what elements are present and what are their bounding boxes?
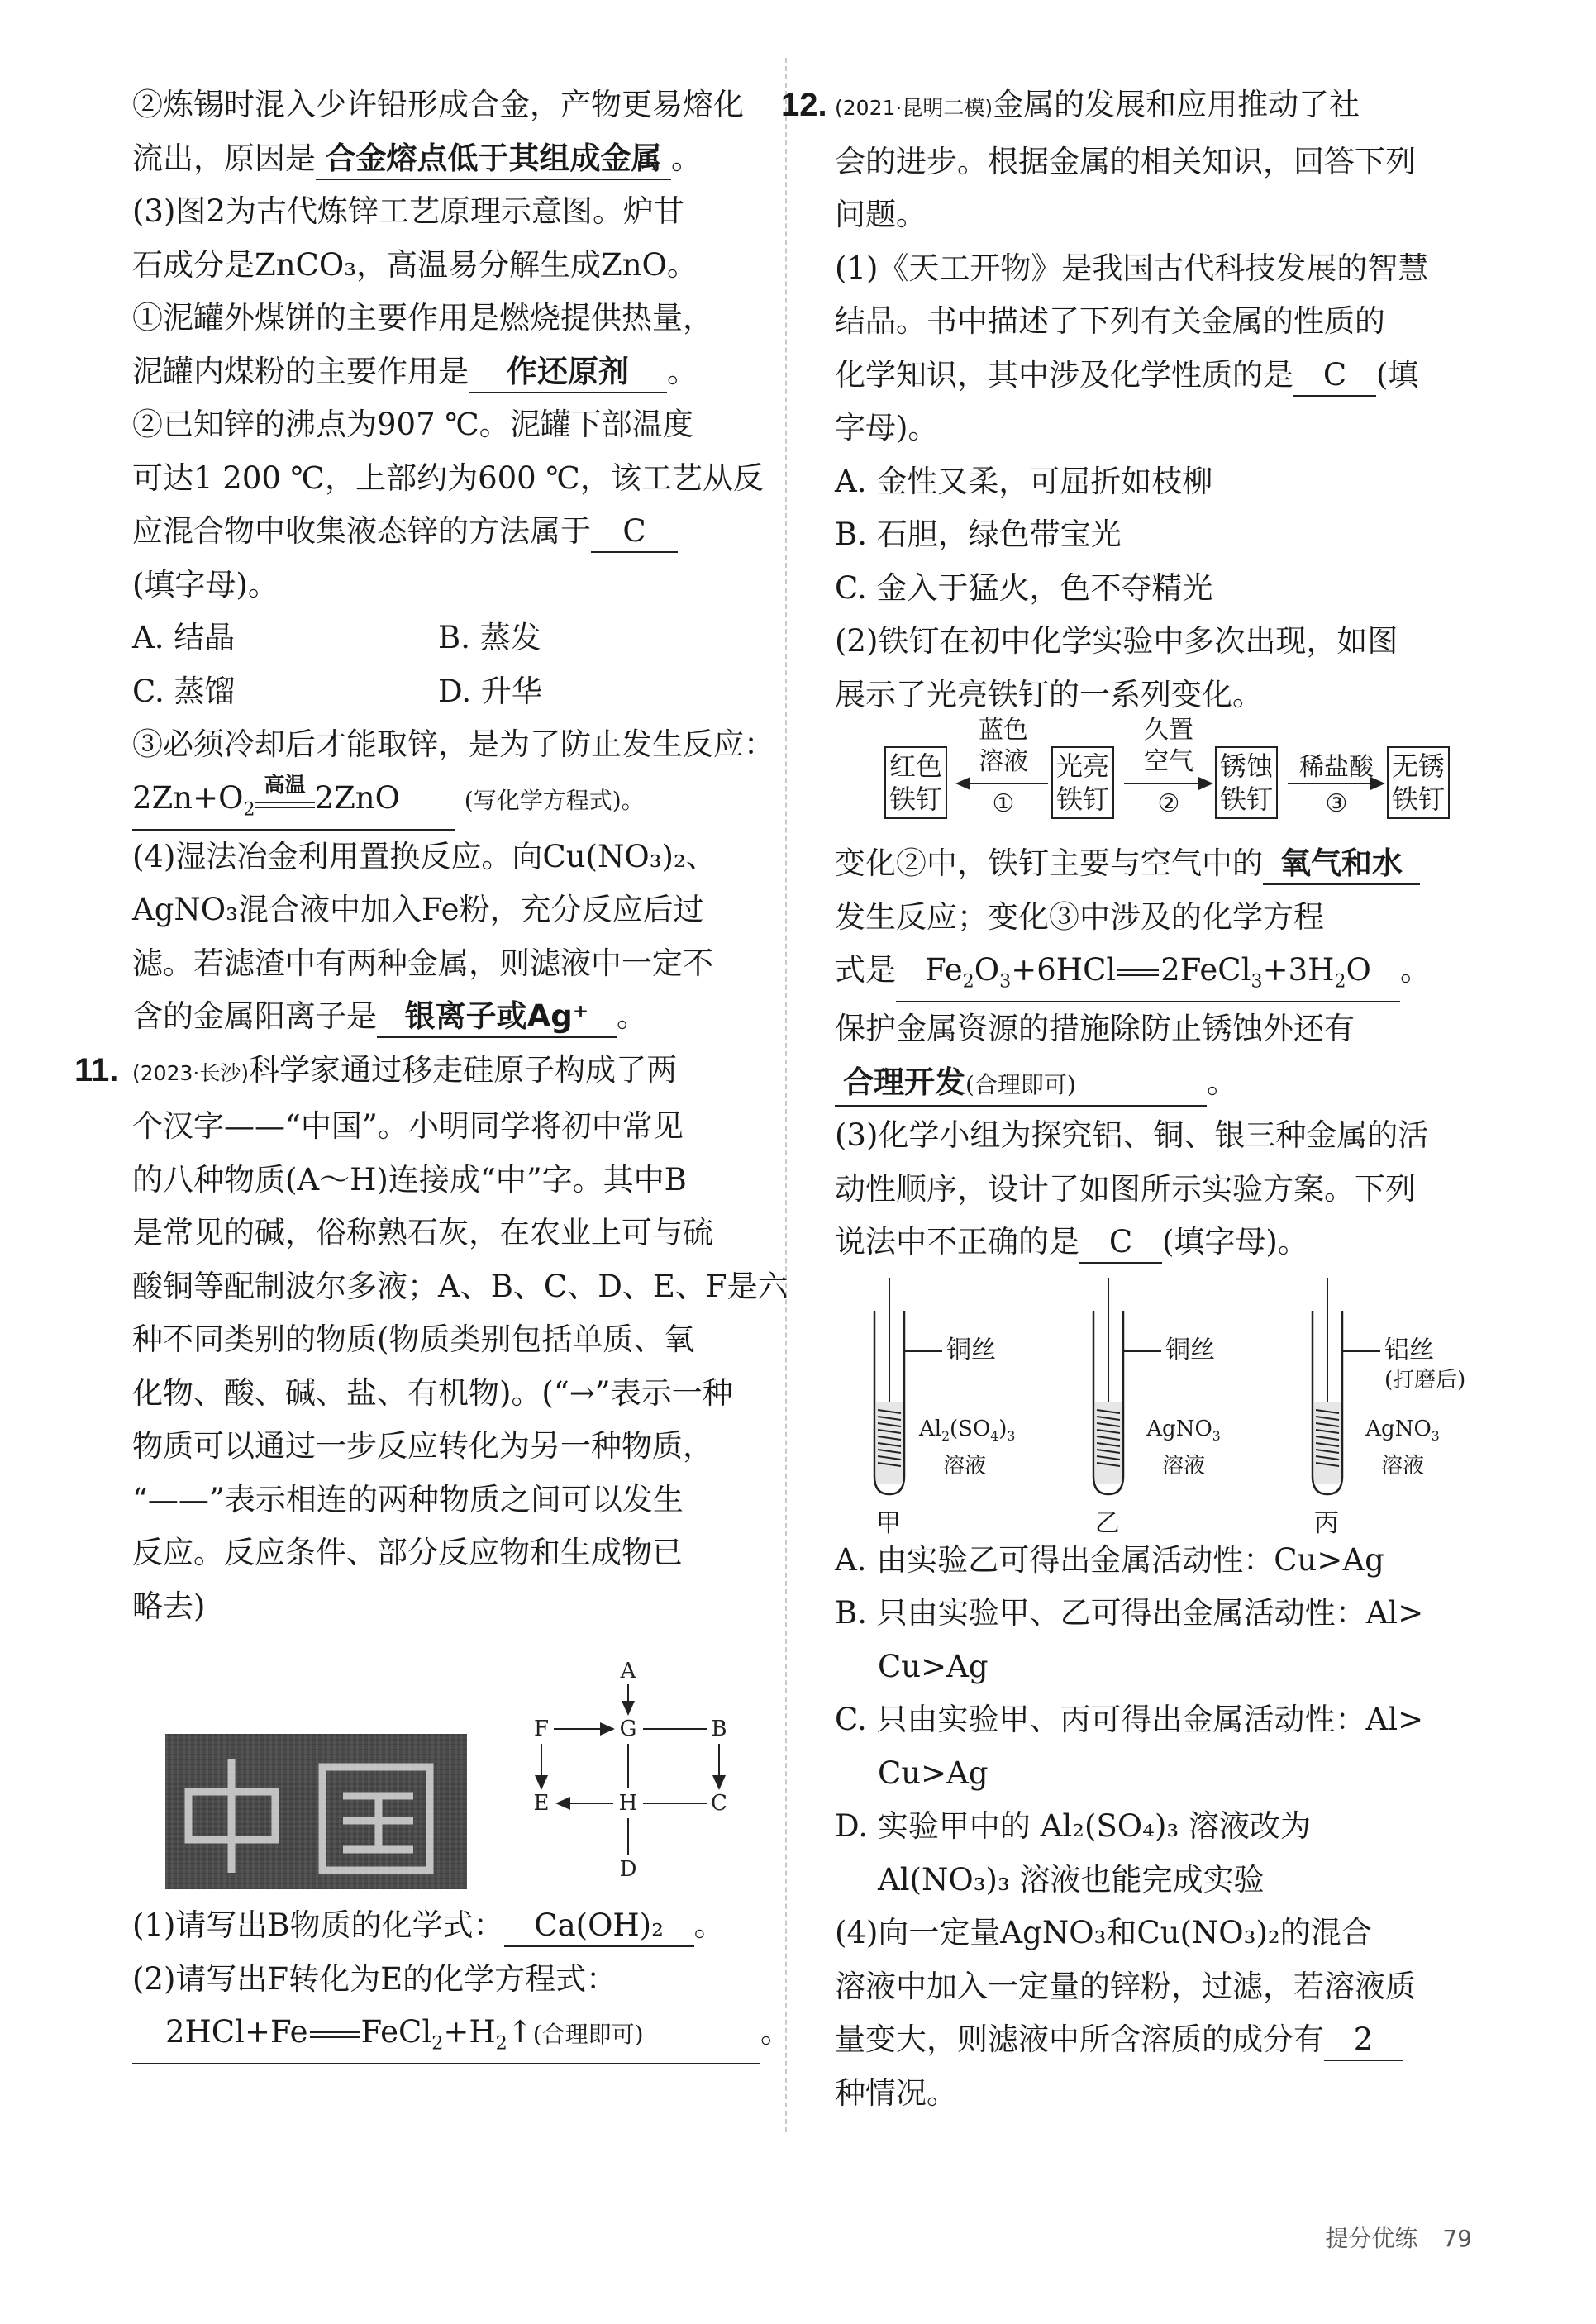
protect-note: (合理即可) [965, 1070, 1076, 1098]
q12-option: C. 金入于猛火，色不夺精光 [835, 569, 1213, 606]
arrow2-number: ② [1157, 789, 1180, 818]
arrow1-label [959, 715, 1048, 778]
q11-text-line: 的八种物质(A～H)连接成“中”字。其中B [132, 1161, 687, 1198]
nail-flow-diagram [835, 716, 1492, 837]
chem-prefix: 化学知识，其中涉及化学性质的是 [835, 356, 1293, 393]
text-line: (3)图2为古代炼锌工艺原理示意图。炉甘 [132, 193, 684, 229]
q11-subquestions [132, 1899, 791, 2064]
count-prefix: 量变大，则滤液中所含溶质的成分有 [835, 2022, 1324, 2058]
ion-prefix: 含的金属阳离子是 [132, 998, 377, 1035]
arrow-label-text: 溶液 [979, 747, 1028, 776]
tube-name: 甲 [876, 1508, 901, 1538]
q11-source: (2023·长沙) [132, 1060, 250, 1085]
wire-label: 铜丝 [1165, 1335, 1215, 1364]
arrow3-number: ③ [1325, 789, 1348, 818]
eq-line: 式是 $Fe_2O_3+6HCl$ $2FeCl_3+3H_2O$ 。 [835, 944, 1492, 1002]
q12-opt: A. 由实验乙可得出金属活动性：Cu>Ag [835, 1541, 1384, 1578]
q12-text-line: 发生反应；变化③中涉及的化学方程 [835, 898, 1324, 935]
q11-text-line: 个汉字——“中国”。小明同学将初中常见 [132, 1108, 684, 1145]
q12-opt-cont: Al(NO₃)₃ 溶液也能完成实验 [878, 1861, 1265, 1898]
count-answer: 2 [1324, 2020, 1403, 2061]
wrong-line [835, 1216, 1492, 1269]
q12-opt: B. 只由实验甲、乙可得出金属活动性：Al> [835, 1595, 1424, 1631]
reason-prefix: 流出，原因是 [132, 140, 316, 176]
footer-label: 提分优练 [1325, 2225, 1418, 2252]
solution-word: 溶液 [1380, 1454, 1424, 1479]
ion-answer: 银离子或Ag⁺ [377, 997, 617, 1038]
solution-word: 溶液 [942, 1454, 986, 1479]
options-row [132, 665, 769, 719]
q12-text-line: 溶液中加入一定量的锌粉，过滤，若溶液质 [835, 1968, 1416, 2004]
chem-suffix: (填 [1376, 356, 1419, 393]
q12-opt-cont: Cu>Ag [878, 1755, 989, 1791]
q11-text-line: 是常见的碱，俗称熟石灰，在农业上可与硫 [132, 1215, 713, 1251]
reason-line: 流出，原因是 合金熔点低于其组成金属 。 [132, 132, 769, 186]
coal-line: 泥罐内煤粉的主要作用是 作还原剂 。 [132, 345, 769, 399]
q11-sub1: (1)请写出B物质的化学式： Ca(OH)₂ 。 [132, 1899, 769, 1953]
box-text: 铁钉 [1056, 783, 1110, 815]
text-line: ②已知锌的沸点为907 ℃。泥罐下部温度 [132, 407, 693, 442]
arrow-label-text: 久置 [1144, 716, 1193, 745]
q11-sub2-answer-line: 2HCl+Fe $FeCl_2+H_2↑$(合理即可) 。 [132, 2006, 769, 2064]
q12-text-line: (4)向一定量AgNO₃和Cu(NO₃)₂的混合 [835, 1915, 1372, 1951]
chem-answer: C [1293, 355, 1376, 397]
text-line: 石成分是ZnCO₃，高温易分解生成ZnO。 [132, 246, 698, 283]
chem-line [835, 349, 1492, 402]
tube-name: 丙 [1314, 1508, 1339, 1538]
test-tube-2 [1087, 1278, 1293, 1538]
arrow2-label [1124, 715, 1213, 778]
ion-line: 含的金属阳离子是 银离子或Ag⁺ 。 [132, 990, 769, 1044]
wire-label: 铜丝 [946, 1335, 996, 1364]
method-answer: C [591, 512, 678, 553]
change2-answer: 氧气和水 [1263, 844, 1420, 885]
zinc-equation-line [132, 772, 769, 831]
q12-source: (2021·昆明二模) [835, 96, 993, 120]
node-a: A [620, 1659, 636, 1683]
protect-answer [835, 1063, 1207, 1107]
arrow-label-text: 空气 [1144, 747, 1193, 776]
wire-label: 铝丝 (打磨后) [1384, 1336, 1465, 1395]
wrong-answer: C [1079, 1222, 1162, 1264]
q11-text-line: “——”表示相连的两种物质之间可以发生 [132, 1481, 684, 1517]
box-text: 铁钉 [1392, 783, 1446, 815]
coal-prefix: 泥罐内煤粉的主要作用是 [132, 353, 469, 389]
sub1-answer: Ca(OH)₂ [504, 1906, 694, 1947]
q11-number: 11. [74, 1051, 119, 1088]
q11-header [74, 1044, 769, 1101]
count-line [835, 2013, 1492, 2067]
arrow-label-text: 蓝色 [979, 716, 1028, 745]
page-footer [1300, 2221, 1472, 2254]
q12-text-line: 字母)。 [835, 410, 939, 445]
q12-text-line: 展示了光亮铁钉的一系列变化。 [835, 676, 1263, 712]
sub2-answer: 2HCl+Fe $FeCl_2+H_2↑$(合理即可) [132, 2012, 760, 2064]
tube-name: 乙 [1095, 1508, 1120, 1538]
test-tube-3 [1306, 1278, 1513, 1538]
q12-text-line: (2)铁钉在初中化学实验中多次出现，如图 [835, 623, 1398, 659]
text-line: (4)湿法冶金利用置换反应。向Cu(NO₃)₂、 [132, 838, 717, 874]
q11-sub2: (2)请写出F转化为E的化学方程式： [132, 1960, 617, 1997]
option-c: C. 蒸馏 [132, 673, 236, 709]
eq-hint: (写化学方程式)。 [464, 786, 645, 814]
q12-opt: C. 只由实验甲、丙可得出金属活动性：Al> [835, 1702, 1424, 1738]
test-tube-experiments [835, 1269, 1492, 1538]
q11-text-line: 略去) [132, 1588, 206, 1624]
box-text: 无锈 [1392, 750, 1446, 782]
method-line [132, 505, 769, 559]
q12-text-line: 保护金属资源的措施除防止锈蚀外还有 [835, 1011, 1355, 1047]
wrong-prefix: 说法中不正确的是 [835, 1224, 1079, 1260]
column-divider [785, 58, 787, 2132]
wire-note: (打磨后) [1384, 1367, 1466, 1393]
reason-answer: 合金熔点低于其组成金属 [316, 139, 671, 180]
change2-line [835, 837, 1492, 891]
text-line: 可达1 200 ℃，上部约为600 ℃，该工艺从反 [132, 460, 764, 496]
count-suffix: 种情况。 [835, 2074, 957, 2111]
box-text: 光亮 [1056, 750, 1110, 782]
arrow1-number: ① [992, 789, 1015, 818]
q12-option: A. 金性又柔，可屈折如枝柳 [835, 463, 1213, 499]
text-line: 滤。若滤渣中有两种金属，则滤液中一定不 [132, 945, 713, 981]
zhong-character-diagram [521, 1653, 736, 1893]
solution-formula: AgNO$_3$ [1146, 1416, 1221, 1445]
box-text: 锈蚀 [1220, 750, 1274, 782]
text-line: ③必须冷却后才能取锌，是为了防止发生反应： [132, 726, 774, 762]
wrong-suffix: (填字母)。 [1162, 1224, 1308, 1260]
q12-text-line: (3)化学小组为探究铝、铜、银三种金属的活 [835, 1117, 1429, 1154]
eq-answer: $Fe_2O_3+6HCl$ $2FeCl_3+3H_2O$ [896, 950, 1400, 1002]
q12-text: 金属的发展和应用推动了社 [993, 87, 1360, 122]
options-row [132, 612, 769, 665]
protect-line: 合理开发(合理即可) 。 [835, 1056, 1492, 1110]
q11-text-line: 物质可以通过一步反应转化为另一种物质， [132, 1428, 713, 1464]
q12-text-line: 动性顺序，设计了如图所示实验方案。下列 [835, 1170, 1416, 1207]
node-e: E [533, 1791, 550, 1816]
text-line: AgNO₃混合液中加入Fe粉，充分反应后过 [132, 892, 704, 928]
option-b: B. 蒸发 [438, 620, 541, 655]
box-text: 铁钉 [889, 783, 943, 815]
text-line: ②炼锡时混入少许铅形成合金，产物更易熔化 [132, 87, 744, 122]
method-prefix: 应混合物中收集液态锌的方法属于 [132, 513, 591, 549]
protect-answer-text: 合理开发 [843, 1064, 965, 1100]
solution-label [1138, 1414, 1229, 1481]
q12-text-line: 结晶。书中描述了下列有关金属的性质的 [835, 303, 1385, 339]
node-b: B [711, 1717, 727, 1741]
sub1-prefix: (1)请写出B物质的化学式： [132, 1907, 504, 1943]
q11-text-line: 化物、酸、碱、盐、有机物)。(“→”表示一种 [132, 1374, 733, 1411]
q11-text-line: 种不同类别的物质(物质类别包括单质、氧 [132, 1322, 695, 1358]
node-c: C [711, 1791, 727, 1816]
left-column [74, 79, 788, 1633]
q12-text-line: 问题。 [835, 197, 927, 232]
eq-condition: 高温 [264, 772, 306, 797]
text-line: (填字母)。 [132, 566, 279, 602]
q12-number: 12. [781, 87, 827, 123]
q11-text-line: 反应。反应条件、部分反应物和生成物已 [132, 1535, 683, 1571]
node-d: D [619, 1857, 637, 1882]
coal-answer: 作还原剂 [469, 352, 667, 393]
node-h: H [618, 1791, 638, 1816]
text-line: ①泥罐外煤饼的主要作用是燃烧提供热量， [132, 300, 713, 336]
eq-prefix: 式是 [835, 952, 896, 988]
arrow3-label: 稀盐酸 [1299, 753, 1374, 782]
q12-option: B. 石胆，绿色带宝光 [835, 517, 1122, 552]
sub2-note: (合理即可) [532, 2021, 644, 2048]
right-column [781, 79, 1492, 2120]
node-f: F [533, 1717, 550, 1741]
zinc-equation: $2Zn+O_2$ 高温 2ZnO [132, 779, 455, 831]
node-g: G [619, 1717, 637, 1741]
q11-text-line: 酸铜等配制波尔多液；A、B、C、D、E、F是六 [132, 1268, 788, 1304]
solution-formula: $Al_2(SO_4)_3$ [919, 1416, 1016, 1445]
q12-opt: D. 实验甲中的 Al₂(SO₄)₃ 溶液改为 [835, 1808, 1311, 1845]
solution-label [919, 1414, 1016, 1481]
solution-label [1357, 1414, 1448, 1481]
q12-text-line: 会的进步。根据金属的相关知识，回答下列 [835, 143, 1416, 179]
change2-prefix: 变化②中，铁钉主要与空气中的 [835, 845, 1263, 881]
solution-formula: AgNO$_3$ [1365, 1416, 1440, 1445]
q12-text-line: (1)《天工开物》是我国古代科技发展的智慧 [835, 250, 1429, 286]
test-tube-1 [868, 1278, 1074, 1538]
q12-opt-cont: Cu>Ag [878, 1648, 989, 1684]
box-text: 铁钉 [1220, 783, 1274, 815]
box-text: 红色 [889, 750, 943, 782]
q12-header [781, 79, 1492, 136]
option-d: D. 升华 [438, 673, 542, 709]
option-a: A. 结晶 [132, 620, 236, 655]
q11-text: 科学家通过移走硅原子构成了两 [249, 1051, 678, 1088]
page-number: 79 [1442, 2225, 1472, 2252]
solution-word: 溶液 [1161, 1454, 1205, 1479]
silicon-atoms-photo [165, 1734, 467, 1889]
